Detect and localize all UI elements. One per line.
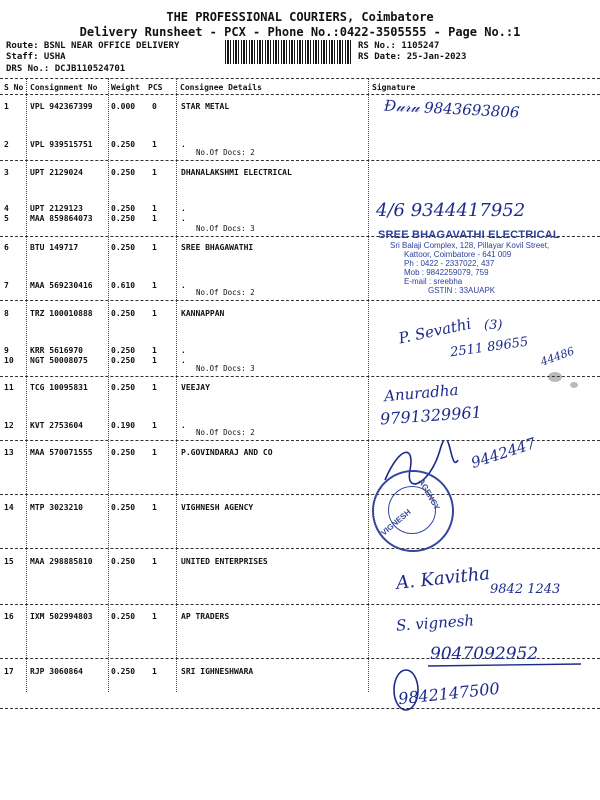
row-weight: 0.250 [111,383,136,392]
row-sno: 7 [4,281,9,290]
row-weight: 0.610 [111,281,136,290]
stamp-mobile: Mob : 9842259079, 759 [404,268,489,277]
group-rule [0,494,600,495]
handwritten-signature: 9047092952 [430,644,539,664]
col-signature: Signature [372,83,416,92]
row-consignment: MAA 298885810 [30,557,93,566]
handwritten-signature: 9842 1243 [490,582,561,597]
handwritten-signature: S. vignesh [395,611,475,635]
row-sno: 13 [4,448,14,457]
row-pcs: 1 [152,383,157,392]
row-pcs: 1 [152,612,157,621]
row-pcs: 1 [152,309,157,318]
col-consignment: Consignment No [30,83,98,92]
row-sno: 9 [4,346,9,355]
group-rule [0,160,600,161]
row-sno: 11 [4,383,14,392]
row-weight: 0.250 [111,309,136,318]
row-pcs: 1 [152,204,157,213]
seal-text: AGENCY [416,477,442,512]
table-top-rule [0,78,600,79]
row-weight: 0.250 [111,168,136,177]
row-consignee: . [181,346,186,355]
row-sno: 10 [4,356,14,365]
row-consignment: KVT 2753604 [30,421,83,430]
handwritten-signature: 9791329961 [379,402,483,429]
handwritten-signature: 4/6 9344417952 [376,200,526,221]
drs-number: DRS No.: DCJB110524701 [6,64,126,74]
row-weight: 0.250 [111,356,136,365]
row-pcs: 1 [152,421,157,430]
group-rule [0,548,600,549]
row-pcs: 1 [152,281,157,290]
row-pcs: 1 [152,667,157,676]
column-divider [26,78,27,692]
runsheet-subtitle: Delivery Runsheet - PCX - Phone No.:0422-3505555 - Page No.:1 [79,25,521,39]
row-consignment: MAA 570071555 [30,448,93,457]
row-consignment: NGT 50008075 [30,356,88,365]
row-weight: 0.250 [111,243,136,252]
row-sno: 14 [4,503,14,512]
row-consignee: . [181,214,186,223]
row-pcs: 1 [152,140,157,149]
row-sno: 6 [4,243,9,252]
row-consignment: MTP 3023210 [30,503,83,512]
row-pcs: 1 [152,503,157,512]
round-seal [372,470,454,552]
column-divider [108,78,109,692]
row-pcs: 1 [152,214,157,223]
docs-note: No.Of Docs: 2 [196,288,255,297]
rs-date: RS Date: 25-Jan-2023 [358,52,467,62]
stamp-company-name: SREE BHAGAVATHI ELECTRICAL [378,229,560,241]
row-pcs: 1 [152,346,157,355]
row-weight: 0.250 [111,503,136,512]
handwritten-signature: Anuradha [383,380,460,406]
row-sno: 16 [4,612,14,621]
stamp-city: Kattoor, Coimbatore - 641 009 [404,250,512,259]
row-sno: 17 [4,667,14,676]
row-consignment: BTU 149717 [30,243,79,252]
company-title: THE PROFESSIONAL COURIERS, Coimbatore [166,10,434,24]
ink-smudge [570,382,578,388]
row-weight: 0.250 [111,667,136,676]
handwritten-signature: 9842147500 [397,678,501,709]
row-consignee: . [181,421,186,430]
docs-note: No.Of Docs: 3 [196,364,255,373]
handwritten-signature: 44486 [538,344,577,369]
row-pcs: 1 [152,448,157,457]
row-consignee: UNITED ENTERPRISES [181,557,268,566]
row-consignment: VPL 939515751 [30,140,93,149]
stamp-gstin: GSTIN : 33AUAPK [428,286,496,295]
row-weight: 0.000 [111,102,136,111]
group-rule [0,376,600,377]
row-consignee: . [181,281,186,290]
row-weight: 0.250 [111,557,136,566]
row-weight: 0.250 [111,140,136,149]
handwritten-signature: P. Sevathi [396,314,473,348]
row-sno: 15 [4,557,14,566]
row-consignee: KANNAPPAN [181,309,225,318]
barcode [225,40,351,64]
row-consignment: KRR 5616970 [30,346,83,355]
handwritten-signature: (3) [484,318,503,333]
row-pcs: 1 [152,243,157,252]
ink-smudge [548,372,562,382]
handwritten-signature: 9442447 [468,434,538,472]
col-weight: Weight [111,83,140,92]
handwritten-signature: A. Kavitha [395,563,491,594]
row-consignee: . [181,140,186,149]
row-consignee: . [181,356,186,365]
row-consignee: SREE BHAGAWATHI [181,243,254,252]
row-consignee: . [181,204,186,213]
rs-number: RS No.: 1105247 [358,41,440,51]
row-consignment: RJP 3060864 [30,667,83,676]
column-divider [176,78,177,692]
row-sno: 4 [4,204,9,213]
row-sno: 1 [4,102,9,111]
row-consignee: STAR METAL [181,102,230,111]
row-consignee: VIGHNESH AGENCY [181,503,254,512]
row-sno: 3 [4,168,9,177]
row-weight: 0.250 [111,448,136,457]
group-rule [0,604,600,605]
signature-scribble [388,666,448,716]
row-sno: 2 [4,140,9,149]
row-pcs: 0 [152,102,157,111]
row-weight: 0.250 [111,204,136,213]
row-consignment: TRZ 100010888 [30,309,93,318]
row-weight: 0.250 [111,612,136,621]
row-consignment: UPT 2129024 [30,168,83,177]
handwritten-signature: Ɖ𝓊𝓇𝓊 9843693806 [383,96,520,122]
row-sno: 8 [4,309,9,318]
stamp-email: E-mail : sreebha [404,277,463,286]
row-consignment: IXM 502994803 [30,612,93,621]
row-consignment: VPL 942367399 [30,102,93,111]
seal-text: VIGNESH [379,507,413,538]
row-sno: 12 [4,421,14,430]
row-sno: 5 [4,214,9,223]
stamp-phone: Ph : 0422 - 2337022, 437 [404,259,495,268]
col-consignee: Consignee Details [180,83,262,92]
row-consignee: DHANALAKSHMI ELECTRICAL [181,168,292,177]
staff-label: Staff: USHA [6,52,66,62]
col-sno: S No [4,83,24,92]
row-pcs: 1 [152,557,157,566]
row-pcs: 1 [152,356,157,365]
docs-note: No.Of Docs: 2 [196,428,255,437]
col-pcs: PCS [148,83,163,92]
row-weight: 0.250 [111,214,136,223]
column-divider [368,78,369,692]
header-bottom-rule [0,94,600,95]
row-consignment: TCG 10095831 [30,383,88,392]
row-consignment: MAA 859864073 [30,214,93,223]
stamp-address: Sri Balaji Complex, 128, Pillayar Kovil Street, [390,241,550,250]
row-consignee: VEEJAY [181,383,210,392]
docs-note: No.Of Docs: 3 [196,224,255,233]
handwritten-signature: 2511 89655 [449,334,530,361]
row-pcs: 1 [152,168,157,177]
table-bottom-rule [0,708,600,709]
row-consignee: SRI IGHNESHWARA [181,667,254,676]
row-consignment: MAA 569230416 [30,281,93,290]
row-weight: 0.190 [111,421,136,430]
company-stamp [378,229,600,317]
row-weight: 0.250 [111,346,136,355]
route-label: Route: BSNL NEAR OFFICE DELIVERY [6,41,180,51]
signature-underline [426,660,586,670]
docs-note: No.Of Docs: 2 [196,148,255,157]
row-consignment: UPT 2129123 [30,204,83,213]
row-consignee: AP TRADERS [181,612,230,621]
row-consignee: P.GOVINDARAJ AND CO [181,448,273,457]
